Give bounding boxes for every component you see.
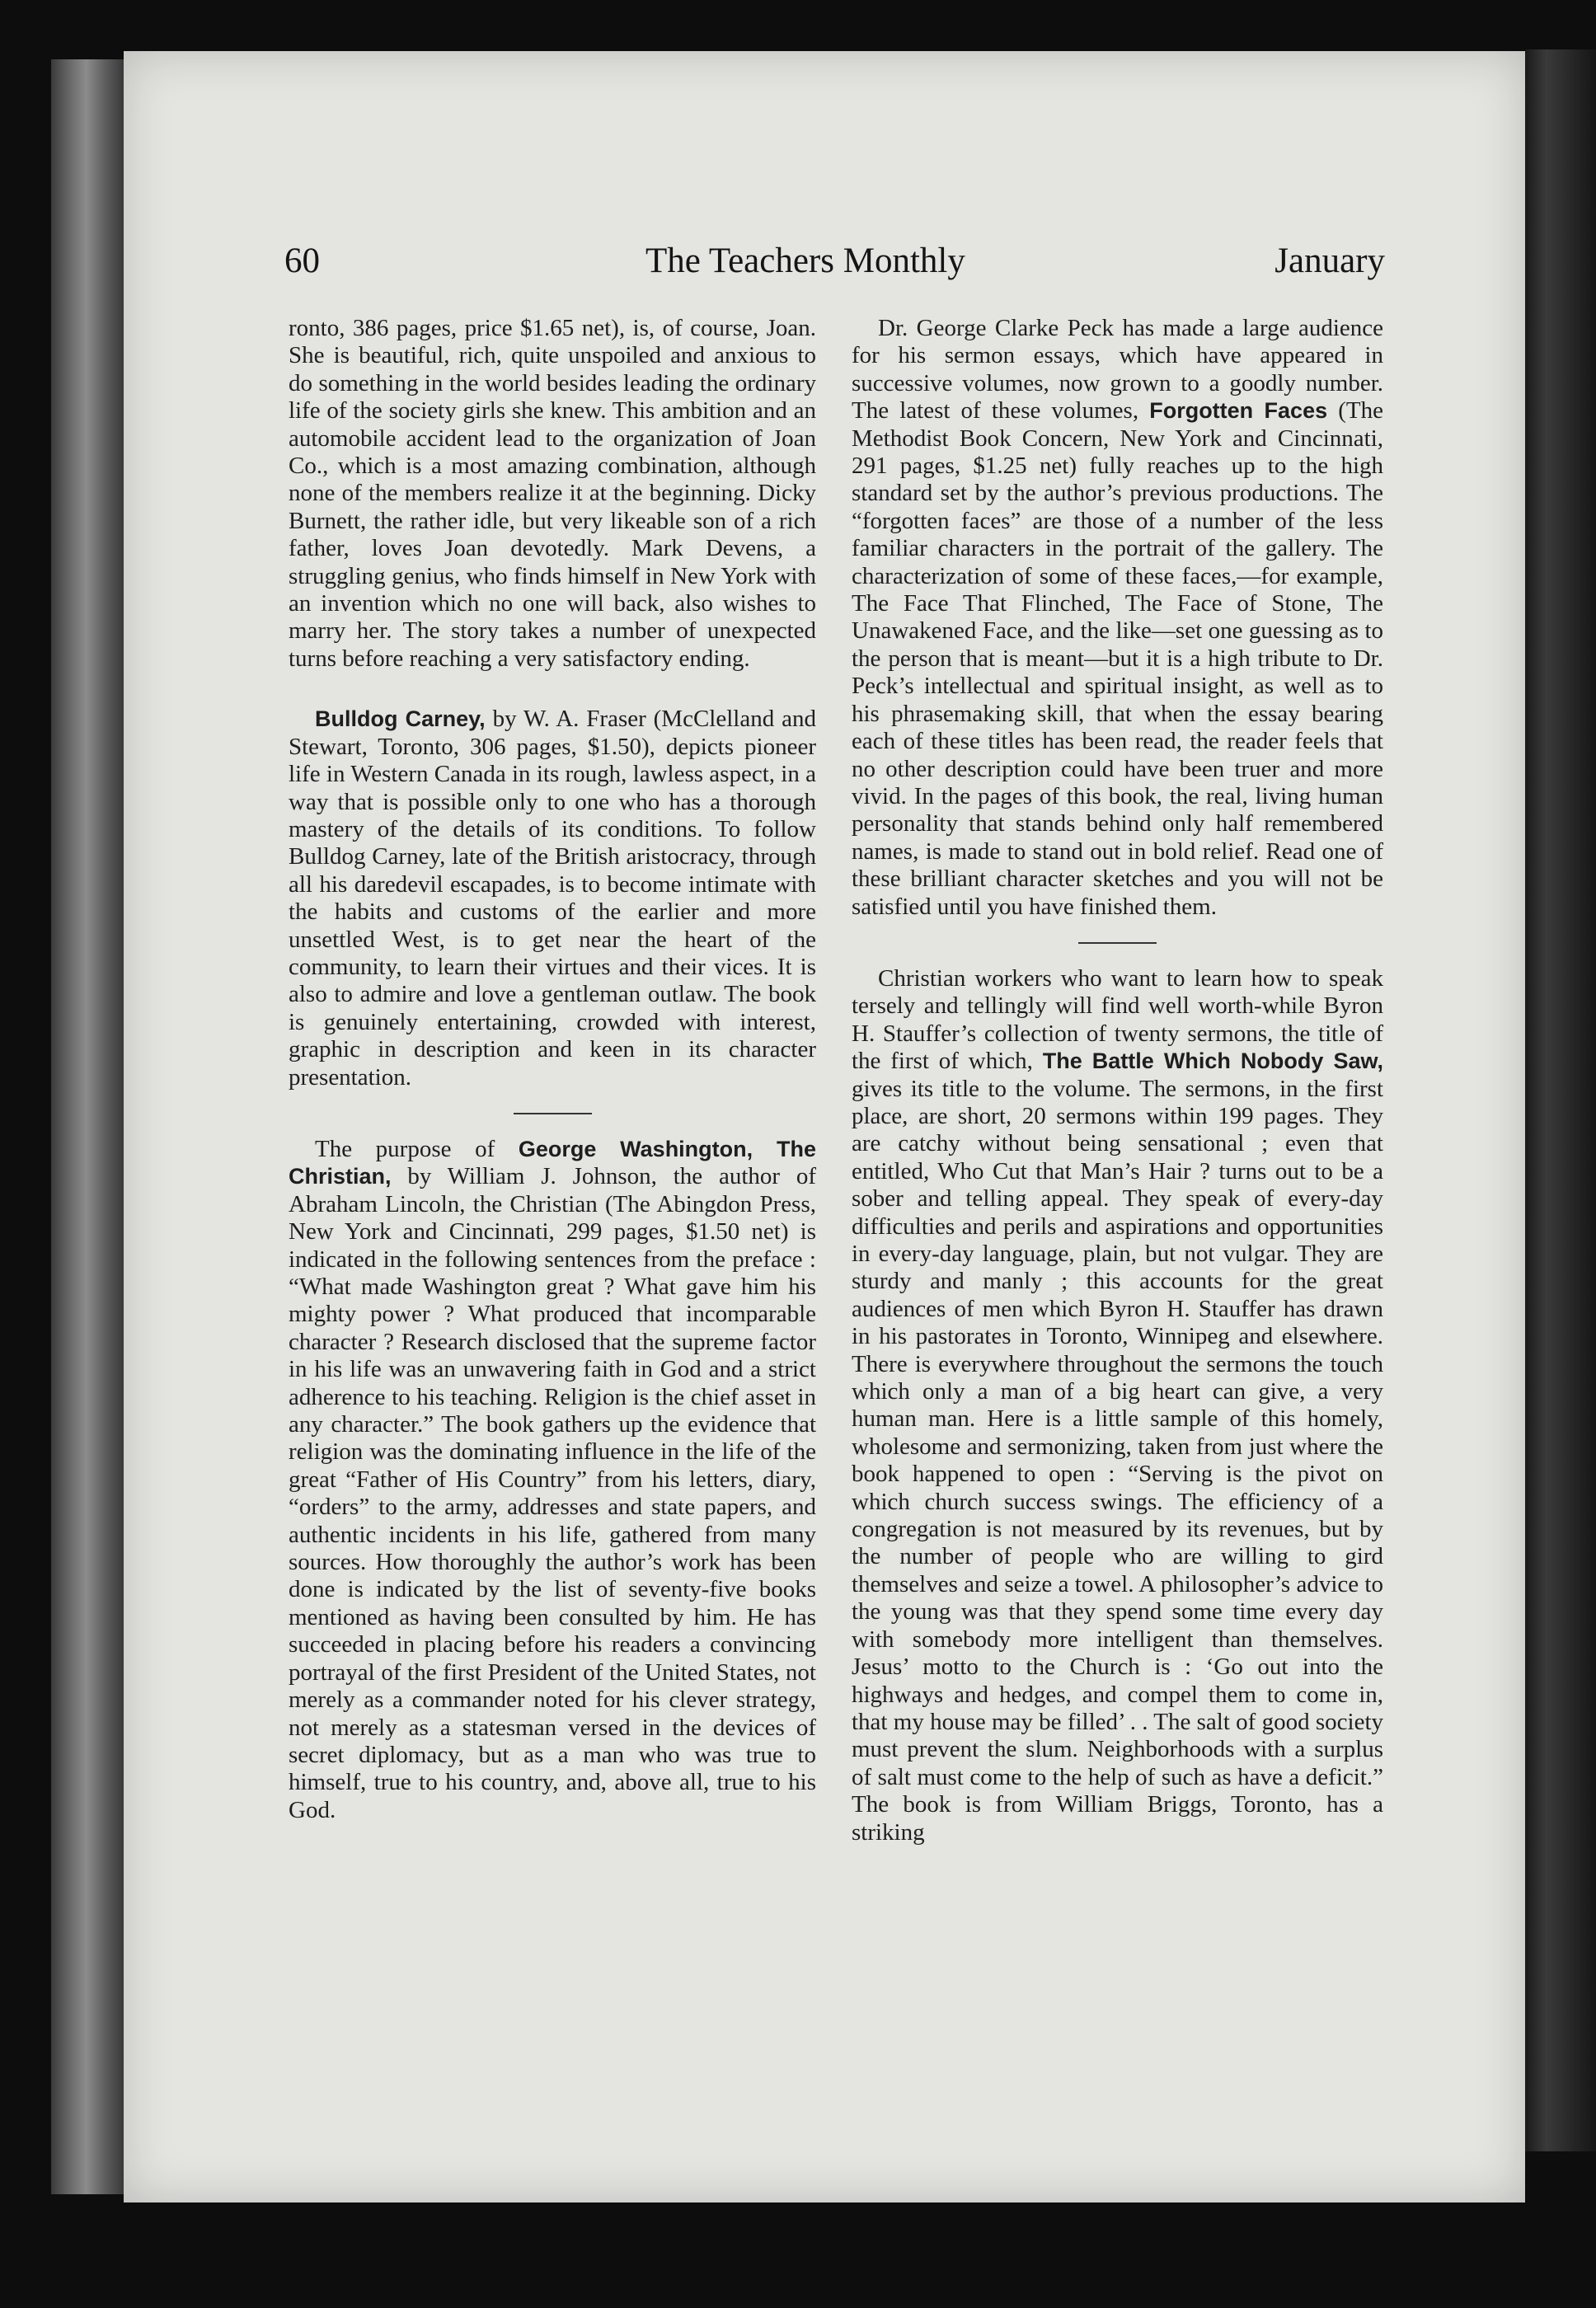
review-joan-continued: ronto, 386 pages, price $1.65 net), is, of course, Joan. She is beautiful, rich, quite unspoiled and anxious to do something in the world besides leading the ordinary life of the society girls she knew. This ambition and an automobile accident lead to the organization of Joan Co., which is a most amazing combination, although none of the members realize it at the beginning. Dicky Burnett, the rather idle, but very likeable son of a rich father, loves Joan devotedly. Mark Devens, a struggling genius, who finds himself in New York with an invention which no one will back, also wishes to marry her. The story takes a number of unexpected turns before reaching a very satisfactory ending. [289,315,816,672]
review-forgotten-faces-text: (The Methodist Book Concern, New York and Cincinnati, 291 pages, $1.25 net) fully reaches up to the high standard set by the author’s previous productions. The “forgotten faces” are those of a number of the less familiar characters in the portrait of the gallery. The characterization of some of these faces,—for example, The Face That Flinched, The Face of Stone, The Unawakened Face, and the like—set one guessing as to the person that is meant—but it is a high tribute to Dr. Peck’s intellectual and spiritual insight, as well as to his phrasemaking skill, that when the essay bearing each of these titles has been read, the reader feels that no other description could have been truer and more vivid. In the pages of this book, the real, living human personality that stands behind only half remembered names, is made to stand out in bold relief. Read one of these brilliant character sketches and you will not be satisfied until you have finished them. [852,397,1383,920]
running-head [284,241,1385,290]
review-washington-lead: The purpose of [315,1135,519,1162]
section-divider [1078,942,1157,944]
journal-title: The Teachers Monthly [645,242,965,280]
review-forgotten-faces-lead: Dr. George Clarke Peck has made a large audience for his sermon essays, which have appeared in successive volumes, now grown to a goodly number. The latest of these volumes, [852,315,1383,425]
book-title-battle-nobody-saw: The Battle Which Nobody Saw, [1042,1048,1383,1074]
issue-month: January [1274,242,1385,280]
book-title-forgotten-faces: Forgotten Faces [1149,398,1328,424]
book-title-george-washington: George Washington, The Christian, [289,1136,816,1189]
section-divider [514,1113,592,1114]
review-bulldog-carney-text: by W. A. Fraser (McClelland and Stewart, Toronto, 306 pages, $1.50), depicts pioneer life in Western Canada in its rough, lawless aspect, in a way that is possible only to one who has a thorough mastery of the details of its conditions. To follow Bulldog Carney, late of the British aristocracy, through all his daredevil escapades, is to become intimate with the habits and customs of the earlier and more unsettled West, is to get near the heart of the community, to learn their virtues and their vices. It is also to admire and love a gentleman outlaw. The book is genuinely entertaining, crowded with interest, graphic in description and keen in its character presentation. [289,706,816,1091]
right-column [852,315,1383,1846]
review-george-washington [289,1136,816,1824]
book-binding-right [1525,49,1596,2151]
page-number: 60 [284,242,320,280]
review-washington-text: by William J. Johnson, the author of Abraham Lincoln, the Christian (The Abingdon Press, New York and Cincinnati, 299 pages, $1.50 net) is indicated in the following sentences from the preface : “What made Washington great ? What gave him his mighty power ? What produced that incomparable character ? Research disclosed that the supreme factor in his life was an unwavering faith in God and a strict adherence to his teaching. Religion is the chief asset in any character.” The book gathers up the evidence that religion was the dominating influence in the life of the great “Father of His Country” from his letters, diary, “orders” to the army, addresses and state papers, and authentic incidents in his life, gathered from many sources. How thoroughly the author’s work has been done is indicated by the list of seventy-five books mentioned as having been consulted by him. He has succeeded in placing before his readers a convincing portrayal of the first President of the United States, not merely as a commander noted for his clever strategy, not merely as a statesman versed in the devices of secret diplomacy, but as a man who was true to himself, true to his country, and, above all, true to his God. [289,1163,816,1823]
review-bulldog-carney [289,706,816,1091]
book-page-edges [51,59,129,2194]
review-forgotten-faces [852,315,1383,921]
left-column [289,315,816,1824]
book-title-bulldog-carney: Bulldog Carney, [315,706,486,732]
review-battle-text: gives its title to the volume. The sermons, in the first place, are short, 20 sermons within 199 pages. They are catchy without being sensational ; even that entitled, Who Cut that Man’s Hair ? turns out to be a sober and telling appeal. They speak of every-day difficulties and perils and aspirations and opportunities in every-day language, plain, but not vulgar. They are sturdy and manly ; this accounts for the great audiences of men which Byron H. Stauffer has drawn in his pastorates in Toronto, Winnipeg and elsewhere. There is everywhere throughout the sermons the touch which only a man of a big heart can give, a very human man. Here is a little sample of this homely, wholesome and sermonizing, taken from just where the book happened to open : “Serving is the pivot on which church success swings. The efficiency of a congregation is not measured by its revenues, but by the number of people who are willing to gird themselves and seize a towel. A philosopher’s advice to the young was that they spend some time every day with somebody more intelligent than themselves. Jesus’ motto to the Church is : ‘Go out into the highways and hedges, and compel them to come in, that my house may be filled’ . . The salt of good society must prevent the slum. Neighborhoods with a surplus of salt must come to the help of such as have a deficit.” The book is from William Briggs, Toronto, has a striking [852,1075,1383,1846]
review-battle-lead: Christian workers who want to learn how to speak tersely and tellingly will find well worth-while Byron H. Stauffer’s collection of twenty sermons, the title of the first of which, [852,964,1383,1075]
review-battle-nobody-saw [852,965,1383,1846]
